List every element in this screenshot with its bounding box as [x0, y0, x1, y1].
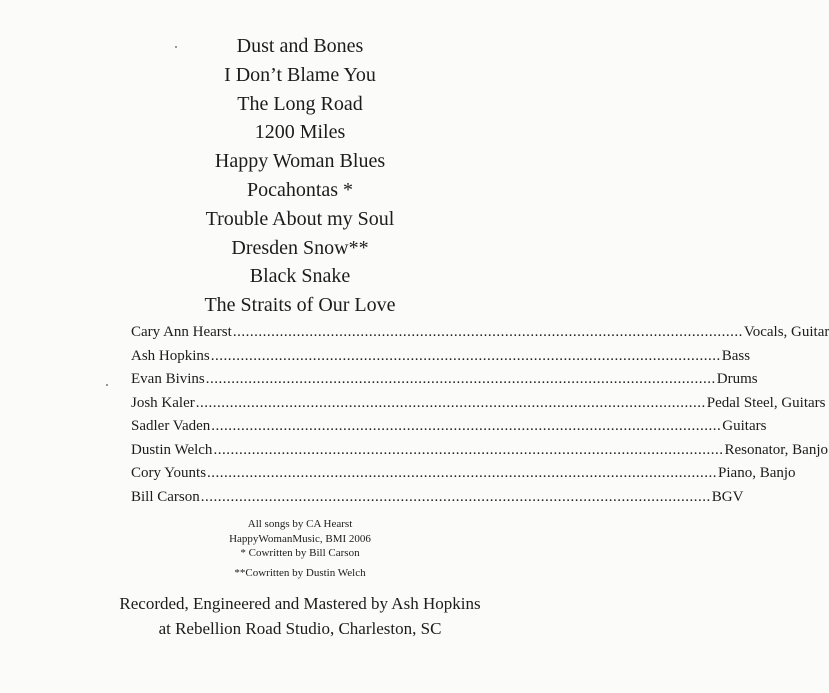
track-title: I Don’t Blame You — [224, 63, 376, 86]
songs-by-note: All songs by CA Hearst — [247, 518, 353, 530]
dot-leader: ........................................................................................................................ — [207, 465, 718, 481]
recording-credit-line: Recorded, Engineered and Mastered by Ash Hopkins — [119, 594, 481, 613]
credit-row — [131, 321, 829, 345]
musician-role: BGV — [711, 488, 744, 505]
paper-speck — [106, 384, 108, 386]
musician-name: Sadler Vaden — [131, 418, 211, 434]
recording-credit — [0, 591, 600, 641]
publisher-note: HappyWomanMusic, BMI 2006 — [229, 532, 371, 545]
musician-name: Evan Bivins — [131, 371, 205, 387]
track-title: Black Snake — [249, 265, 351, 288]
dot-leader: ........................................................................................................................ — [213, 441, 724, 458]
track-list — [0, 32, 600, 320]
dot-leader: ........................................................................................................................ — [200, 488, 711, 505]
dot-leader: ........................................................................................................................ — [210, 347, 721, 364]
paper-speck — [175, 46, 177, 48]
credit-row — [131, 392, 826, 416]
track-title: 1200 Miles — [254, 121, 346, 144]
musician-name: Dustin Welch — [131, 441, 213, 458]
musician-role: Resonator, Banjo — [724, 441, 828, 458]
cowriter-note: **Cowritten by Dustin Welch — [234, 566, 366, 579]
cowriter-note: * Cowritten by Bill Carson — [240, 547, 360, 559]
dot-leader: ........................................................................................................................ — [211, 418, 722, 434]
musician-role: Pedal Steel, Guitars — [706, 394, 826, 411]
musician-role: Drums — [716, 371, 758, 387]
credit-row — [131, 486, 744, 510]
musician-role: Vocals, Guitar — [743, 324, 829, 340]
musician-name: Bill Carson — [131, 488, 200, 505]
studio-credit-line: at Rebellion Road Studio, Charleston, SC — [158, 619, 442, 638]
musician-name: Cary Ann Hearst — [131, 324, 232, 340]
track-title: Happy Woman Blues — [214, 150, 386, 173]
musician-role: Piano, Banjo — [718, 465, 796, 481]
credit-row — [131, 439, 828, 463]
credit-row — [131, 415, 767, 439]
track-title: The Straits of Our Love — [204, 294, 396, 317]
musician-role: Guitars — [722, 418, 767, 434]
musician-credits — [131, 321, 829, 509]
track-title: Trouble About my Soul — [205, 207, 395, 230]
songwriting-notes — [0, 517, 600, 580]
track-title: Pocahontas * — [246, 178, 354, 201]
musician-name: Josh Kaler — [131, 394, 195, 411]
musician-name: Ash Hopkins — [131, 347, 210, 364]
credit-row — [131, 368, 758, 392]
credit-row — [131, 462, 796, 486]
dot-leader: ........................................................................................................................ — [195, 394, 706, 411]
dot-leader: ........................................................................................................................ — [232, 324, 743, 340]
track-title: Dresden Snow** — [231, 236, 369, 259]
musician-name: Cory Younts — [131, 465, 207, 481]
track-title: The Long Road — [237, 92, 363, 115]
dot-leader: ........................................................................................................................ — [205, 371, 716, 387]
musician-role: Bass — [721, 347, 751, 364]
credit-row — [131, 345, 751, 369]
track-title: Dust and Bones — [236, 35, 364, 57]
